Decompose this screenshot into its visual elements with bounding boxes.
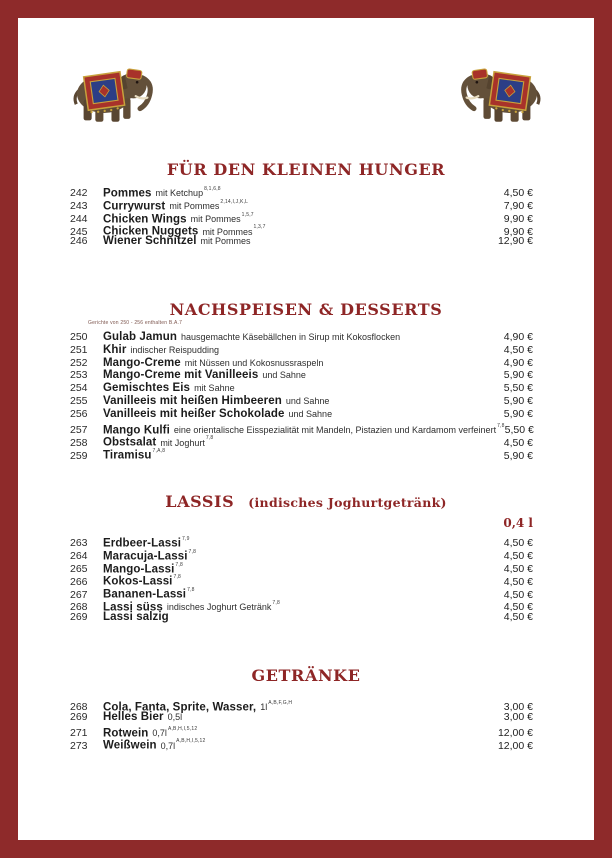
section-rows bbox=[18, 183, 594, 247]
item-number: 252 bbox=[70, 356, 88, 369]
menu-item-row bbox=[18, 183, 594, 200]
section-heading bbox=[18, 492, 594, 512]
item-price: 4,50 € bbox=[503, 562, 533, 575]
section-footnote: Gerichte von 250 - 256 enthalten B.A.7 bbox=[88, 320, 183, 326]
item-name: Wiener Schnitzel bbox=[103, 235, 197, 248]
menu-section bbox=[18, 492, 594, 623]
item-label bbox=[103, 710, 182, 724]
item-name: Erdbeer-Lassi bbox=[103, 537, 181, 550]
item-name: Obstsalat bbox=[103, 436, 157, 449]
item-name: Lassi salzig bbox=[103, 610, 169, 623]
item-description: 1l bbox=[260, 702, 268, 713]
item-description: mit Nüssen und Kokosnussraspeln bbox=[184, 357, 324, 368]
item-number: 271 bbox=[70, 726, 88, 739]
item-price: 5,90 € bbox=[503, 407, 533, 420]
item-name: Maracuja-Lassi bbox=[103, 550, 188, 563]
item-price: 4,50 € bbox=[503, 550, 533, 563]
item-label bbox=[103, 343, 219, 357]
item-label bbox=[103, 610, 169, 624]
decorated-elephant-icon bbox=[66, 55, 154, 127]
item-price: 4,50 € bbox=[503, 436, 533, 449]
menu-section bbox=[18, 666, 594, 752]
item-label bbox=[103, 394, 329, 408]
item-name: Khir bbox=[103, 343, 127, 356]
section-rows bbox=[18, 533, 594, 623]
item-number: 251 bbox=[70, 343, 88, 356]
item-price: 3,00 € bbox=[503, 710, 533, 723]
menu-item-row bbox=[18, 407, 594, 420]
item-name: Chicken Wings bbox=[103, 212, 187, 225]
item-name: Vanilleeis mit heißer Schokolade bbox=[103, 407, 285, 420]
item-number: 265 bbox=[70, 562, 88, 575]
item-name: Tiramisu bbox=[103, 449, 152, 462]
menu-item-row bbox=[18, 533, 594, 550]
item-allergen-codes: 7,9 bbox=[182, 536, 190, 542]
menu-item-row bbox=[18, 356, 594, 369]
item-price: 4,50 € bbox=[503, 187, 533, 200]
item-number: 242 bbox=[70, 187, 88, 200]
item-price: 3,00 € bbox=[503, 701, 533, 714]
section-heading bbox=[18, 160, 594, 180]
item-label bbox=[103, 368, 306, 382]
item-description: mit Ketchup bbox=[155, 188, 204, 199]
menu-sheet bbox=[18, 18, 594, 840]
item-number: 253 bbox=[70, 369, 88, 382]
menu-item-row bbox=[18, 710, 594, 723]
item-name: Cola, Fanta, Sprite, Wasser, bbox=[103, 701, 257, 714]
item-description: mit Sahne bbox=[194, 383, 235, 394]
menu-item-row bbox=[18, 394, 594, 407]
item-name: Mango Kulfi bbox=[103, 423, 170, 436]
item-price: 12,00 € bbox=[497, 726, 533, 739]
item-description: und Sahne bbox=[262, 370, 306, 381]
item-price: 5,50 € bbox=[504, 423, 534, 436]
section-rows bbox=[18, 330, 594, 462]
section-heading bbox=[18, 300, 594, 320]
item-number: 269 bbox=[70, 710, 88, 723]
section-title: FÜR DEN KLEINEN HUNGER bbox=[166, 160, 446, 179]
item-label bbox=[103, 356, 323, 370]
item-price: 5,50 € bbox=[503, 382, 533, 395]
item-description: 0,7l bbox=[152, 727, 167, 738]
menu-item-row bbox=[18, 234, 594, 247]
item-description: mit Joghurt bbox=[160, 437, 205, 448]
item-description: eine orientalische Eisspezialität mit Mandeln, Pistazien und Kardamom verfeinert bbox=[173, 424, 497, 435]
item-number: 263 bbox=[70, 537, 88, 550]
item-name: Mango-Lassi bbox=[103, 562, 175, 575]
menu-item-row bbox=[18, 330, 594, 343]
item-number: 268 bbox=[70, 601, 88, 614]
section-heading bbox=[18, 666, 594, 686]
item-price: 7,90 € bbox=[503, 200, 533, 213]
item-price: 4,50 € bbox=[503, 601, 533, 614]
item-label bbox=[103, 234, 251, 248]
item-allergen-codes: 1,5,7 bbox=[241, 211, 254, 218]
item-name: Mango-Creme bbox=[103, 356, 181, 369]
item-price: 12,00 € bbox=[497, 739, 533, 752]
item-name: Weißwein bbox=[103, 739, 157, 752]
item-name: Bananen-Lassi bbox=[103, 588, 187, 601]
item-price: 9,90 € bbox=[503, 212, 533, 225]
item-number: 243 bbox=[70, 200, 88, 213]
item-number: 250 bbox=[70, 331, 88, 343]
item-name: Chicken Nuggets bbox=[103, 225, 199, 238]
item-price: 9,90 € bbox=[503, 225, 533, 238]
item-label bbox=[103, 445, 165, 462]
item-price: 5,90 € bbox=[503, 369, 533, 382]
section-title: LASSIS bbox=[165, 492, 235, 511]
item-number: 264 bbox=[70, 550, 88, 563]
item-price: 12,90 € bbox=[497, 235, 533, 248]
item-allergen-codes: 7,8 bbox=[497, 422, 505, 429]
item-allergen-codes: 2,14,I,J,K,L bbox=[220, 198, 249, 205]
item-allergen-codes: A,B,H,I,5,12 bbox=[167, 725, 198, 732]
menu-item-row bbox=[18, 343, 594, 356]
item-number: 266 bbox=[70, 575, 88, 588]
item-description: 0,7l bbox=[160, 740, 176, 751]
item-allergen-codes: 7,8 bbox=[173, 574, 182, 581]
item-number: 273 bbox=[70, 739, 88, 752]
item-description: indischer Reispudding bbox=[130, 344, 219, 355]
item-number: 255 bbox=[70, 394, 88, 407]
item-price: 4,50 € bbox=[503, 343, 533, 356]
item-number: 254 bbox=[70, 382, 88, 395]
decorated-elephant-icon bbox=[460, 55, 548, 127]
item-label bbox=[103, 407, 332, 421]
section-title: NACHSPEISEN & DESSERTS bbox=[169, 300, 443, 319]
item-number: 257 bbox=[70, 423, 88, 436]
item-allergen-codes: 7,8 bbox=[187, 587, 195, 594]
item-number: 269 bbox=[70, 610, 88, 623]
item-price: 5,90 € bbox=[503, 394, 533, 407]
menu-item-row bbox=[18, 723, 594, 739]
item-allergen-codes: 7,8 bbox=[188, 548, 197, 555]
item-name: Gemischtes Eis bbox=[103, 382, 191, 395]
item-label bbox=[103, 735, 206, 752]
menu-item-row bbox=[18, 420, 594, 436]
item-allergen-codes: 8,1,6,8 bbox=[204, 186, 221, 192]
item-number: 244 bbox=[70, 212, 88, 225]
item-allergen-codes: 7,8 bbox=[272, 599, 280, 606]
item-price: 5,90 € bbox=[503, 449, 533, 462]
item-label bbox=[103, 381, 235, 395]
item-label bbox=[103, 330, 400, 344]
item-price: 4,50 € bbox=[503, 537, 533, 550]
item-price: 4,90 € bbox=[503, 356, 533, 369]
item-description: 0,5l bbox=[167, 711, 183, 722]
item-number: 268 bbox=[70, 701, 88, 714]
item-number: 246 bbox=[70, 235, 88, 248]
item-name: Mango-Creme mit Vanilleeis bbox=[103, 369, 259, 382]
item-number: 267 bbox=[70, 588, 88, 601]
item-name: Kokos-Lassi bbox=[103, 575, 173, 588]
item-number: 256 bbox=[70, 407, 88, 420]
item-description: mit Pommes bbox=[169, 201, 220, 212]
section-title: GETRÄNKE bbox=[251, 666, 361, 685]
item-name: Rotwein bbox=[103, 726, 149, 739]
menu-section bbox=[18, 160, 594, 247]
item-price: 4,50 € bbox=[503, 610, 533, 623]
item-allergen-codes: 1,3,7 bbox=[253, 224, 266, 231]
item-number: 259 bbox=[70, 449, 88, 462]
item-description: indisches Joghurt Getränk bbox=[166, 602, 272, 613]
item-description: hausgemachte Käsebällchen in Sirup mit Kokosflocken bbox=[180, 332, 401, 342]
item-name: Vanilleeis mit heißen Himbeeren bbox=[103, 394, 282, 407]
item-description: und Sahne bbox=[288, 408, 333, 419]
item-number: 245 bbox=[70, 225, 88, 238]
item-name: Lassi süss bbox=[103, 601, 163, 614]
item-allergen-codes: A,B,F,G,H bbox=[268, 700, 293, 706]
item-price: 4,90 € bbox=[503, 331, 533, 343]
menu-item-row bbox=[18, 368, 594, 381]
menu-item-row bbox=[18, 697, 594, 714]
item-description: mit Pommes bbox=[190, 213, 241, 224]
item-name: Helles Bier bbox=[103, 710, 164, 723]
menu-item-row bbox=[18, 381, 594, 394]
item-description: mit Pommes bbox=[200, 236, 251, 247]
item-number: 258 bbox=[70, 436, 88, 449]
item-description: und Sahne bbox=[285, 395, 330, 406]
item-allergen-codes: 7,A,8 bbox=[152, 448, 166, 455]
menu-section bbox=[18, 300, 594, 462]
item-price: 4,50 € bbox=[503, 588, 533, 601]
item-description: mit Pommes bbox=[202, 226, 253, 237]
item-allergen-codes: 7,8 bbox=[205, 435, 214, 442]
item-name: Currywurst bbox=[103, 200, 166, 213]
section-rows bbox=[18, 697, 594, 752]
item-name: Gulab Jamun bbox=[103, 331, 177, 343]
item-allergen-codes: 7,8 bbox=[175, 561, 183, 568]
size-column-header: 0,4 l bbox=[503, 516, 533, 530]
item-allergen-codes: A,B,H,I,5,12 bbox=[176, 738, 206, 745]
section-subtitle: (indisches Joghurtgetränk) bbox=[248, 495, 447, 510]
item-price: 4,50 € bbox=[503, 575, 533, 588]
item-name: Pommes bbox=[103, 187, 152, 200]
menu-item-row bbox=[18, 610, 594, 623]
